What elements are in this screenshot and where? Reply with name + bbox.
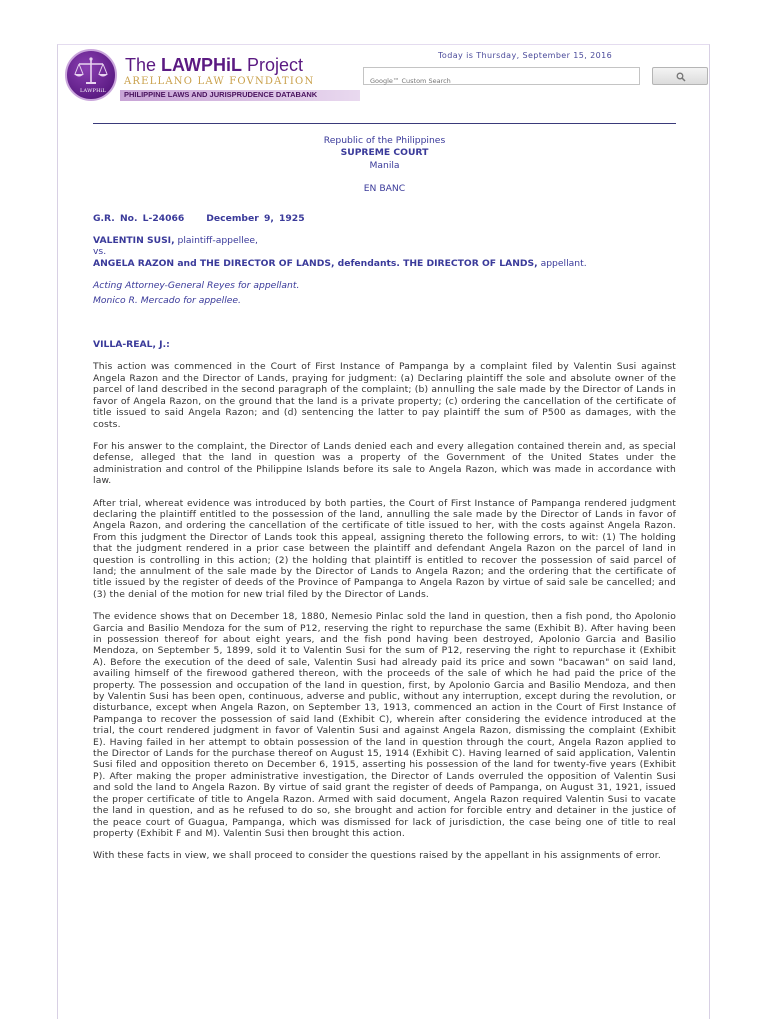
header-divider: [93, 123, 676, 124]
brand-name: LAWPHiL: [161, 55, 243, 75]
search-box[interactable]: [363, 67, 640, 85]
brand-suffix: Project: [242, 55, 304, 75]
defendants-names: ANGELA RAZON and THE DIRECTOR OF LANDS, defendants. THE DIRECTOR OF LANDS,: [93, 257, 538, 269]
foundation-name: ARELLANO LAW FOVNDATION: [124, 76, 315, 87]
city-heading: Manila: [369, 159, 400, 171]
plaintiff-role: plaintiff-appellee,: [174, 235, 258, 247]
counsel-appellant: Acting Attorney-General Reyes for appellant.: [93, 280, 300, 292]
search-input[interactable]: [364, 73, 639, 89]
search-button[interactable]: [652, 67, 708, 85]
defendants-line: [93, 258, 676, 269]
page-frame: [57, 44, 710, 1019]
counsel-appellee: Monico R. Mercado for appellee.: [93, 294, 241, 306]
paragraph: With these facts in view, we shall proceed to consider the questions raised by the appellant in his assignments of error.: [93, 850, 661, 862]
tagline-bar: [120, 90, 360, 101]
division-heading: EN BANC: [363, 183, 406, 195]
paragraph: After trial, whereat evidence was introduced by both parties, the Court of First Instance of Pampanga rendered judgment declaring the plaintiff entitled to the possession of the land, annulling the sale made by the Director of Lands in favor of Angela Razon, and ordering the cancellation of the certificate of title issued to her, with the costs against Angela Razon. From this judgment the Director of Lands took this appeal, assigning thereto the following errors, to wit: (1) The holding that the judgment rendered in a prior case between the plaintiff and defendant Angela Razon on the parcel of land in question is controlling in this action; (2) the holding that plaintiff is entitled to recover the possession of said parcel of land; the annulment of the sale made by the Director of Lands to Angela Razon; and the ordering that the certificate of title issued by the register of deeds of the Province of Pampanga to Angela Razon by virtue of said sale be cancelled; and (3) the denial of the motion for new trial filed by the Director of Lands.: [93, 497, 676, 600]
site-header: [58, 45, 709, 103]
decision-body: [93, 135, 676, 862]
logo-caption: LAWPHiL: [80, 88, 106, 94]
tagline: PHILIPPINE LAWS AND JURISPRUDENCE DATABANK: [124, 90, 318, 99]
defendants-role: appellant.: [537, 257, 587, 269]
lawphil-logo[interactable]: [65, 49, 117, 101]
brand-title[interactable]: [125, 55, 303, 76]
current-date: Today is Thursday, September 15, 2016: [438, 51, 613, 60]
versus: vs.: [93, 246, 107, 258]
plaintiff-line: [93, 235, 676, 246]
brand-prefix: The: [125, 55, 162, 75]
paragraph: For his answer to the complaint, the Director of Lands denied each and every allegation contained therein and, as special defense, alleged that the land in question was a property of the Government of the United States under the administration and control of the Philippine Islands before its sale to Angela Razon, which was made in accordance with law.: [93, 440, 676, 487]
magnifier-icon: [676, 72, 686, 82]
paragraph: The evidence shows that on December 18, 1880, Nemesio Pinlac sold the land in question, then a fish pond, tho Apolonio Garcia and Basilio Mendoza for the sum of P12, reserving the right to repurchase the same (Exhibit B). After having been in possession thereof for about eight years, and the fish pond having been destroyed, Apolonio Garcia and Basilio Mendoza, on September 5, 1899, sold it to Valentin Susi for the sum of P12, reserving the right to repurchase it (Exhibit A). Before the execution of the deed of sale, Valentin Susi had already paid its price and sown "bacawan" on said land, availing himself of the firewood gathered thereon, with the proceeds of the sale of which he had paid the price of the property. The possession and occupation of the land in question, first, by Apolonio Garcia and Basilio Mendoza, and then by Valentin Susi has been open, continuous, adverse and public, without any interruption, except during the revolution, or disturbance, except when Angela Razon, on September 13, 1913, commenced an action in the Court of First Instance of Pampanga to recover the possession of said land (Exhibit C), wherein after considering the evidence introduced at the trial, the court rendered judgment in favor of Valentin Susi and against Angela Razon, dismissing the complaint (Exhibit E). Having failed in her attempt to obtain possession of the land in question through the court, Angela Razon applied to the Director of Lands for the purchase thereof on August 15, 1914 (Exhibit C). Having learned of said application, Valentin Susi filed and opposition thereto on December 6, 1915, asserting his possession of the land for twenty-five years (Exhibit P). After making the proper administrative investigation, the Director of Lands overruled the opposition of Valentin Susi and sold the land to Angela Razon. By virtue of said grant the register of deeds of Pampanga, on August 31, 1921, issued the proper certificate of title to Angela Razon. Armed with said document, Angela Razon required Valentin Susi to vacate the land in question, and as he refused to do so, she brought and action for forcible entry and detainer in the justice of the peace court of Guagua, Pampanga, which was dismissed for lack of jurisdiction, the case being one of title to real property (Exhibit F and M). Valentin Susi then brought this action.: [93, 611, 676, 839]
ponente: VILLA-REAL, J.:: [93, 339, 170, 351]
gr-number: G.R. No. L-24066: [93, 212, 185, 224]
court-heading: SUPREME COURT: [340, 147, 429, 159]
paragraph: This action was commenced in the Court of First Instance of Pampanga by a complaint filed by Valentin Susi against Angela Razon and the Director of Lands, praying for judgment: (a) Declaring plaintiff the sole and absolute owner of the parcel of land described in the second paragraph of the complaint; (b) annulling the sale made by the Director of Lands in favor of Angela Razon, on the ground that the land is a private property; (c) ordering the cancellation of the certificate of title issued to said Angela Razon; and (d) sentencing the latter to pay plaintiff the sum of P500 as damages, with the costs.: [93, 361, 676, 430]
republic-heading: Republic of the Philippines: [323, 135, 446, 146]
case-number-line: [93, 213, 676, 224]
plaintiff-name: VALENTIN SUSI,: [93, 235, 175, 247]
decision-date: December 9, 1925: [206, 212, 305, 224]
